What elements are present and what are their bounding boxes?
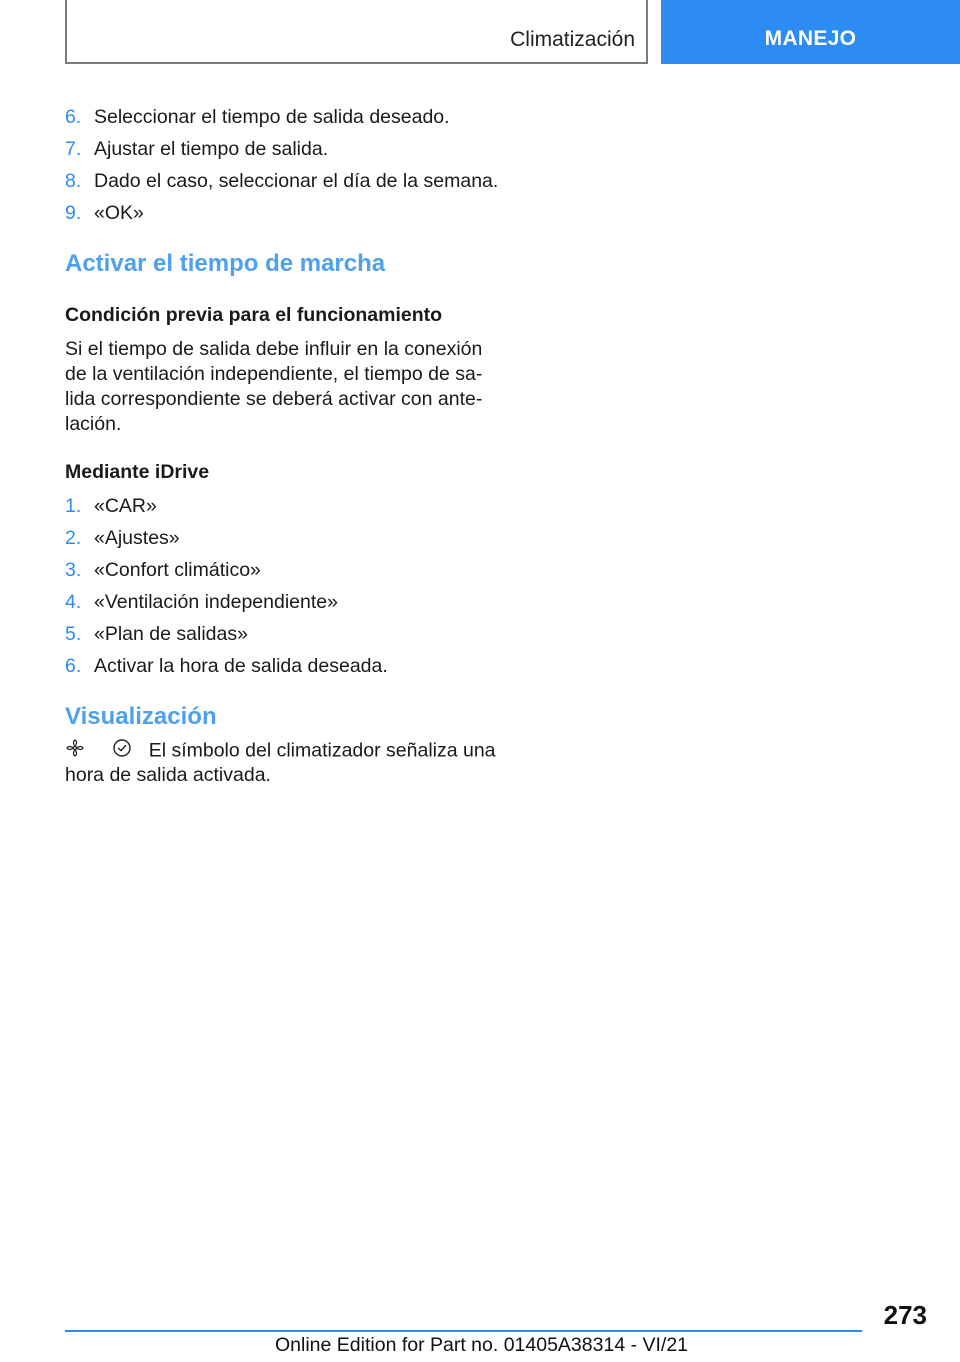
page-number: 273 — [883, 1300, 927, 1330]
step-number: 5. — [65, 623, 82, 645]
list-item — [65, 558, 261, 582]
step-number: 6. — [65, 106, 82, 128]
visual-text-1: El símbolo del climatizador señaliza una — [148, 739, 496, 762]
list-item — [65, 105, 450, 129]
footer-divider — [65, 1330, 862, 1332]
step-number: 9. — [65, 202, 82, 224]
header-section-title: Climatización — [510, 28, 635, 51]
step-text: Ajustar el tiempo de salida. — [94, 138, 329, 160]
clock-check-icon — [112, 738, 132, 765]
subheading-condicion: Condición previa para el funcionamiento — [65, 304, 443, 326]
step-text: Dado el caso, seleccionar el día de la semana. — [94, 170, 499, 192]
paragraph-line: Si el tiempo de salida debe influir en la conexión — [65, 338, 483, 360]
list-item — [65, 494, 157, 518]
step-number: 6. — [65, 655, 82, 677]
fan-icon — [65, 738, 85, 765]
header-chapter-tab[interactable] — [661, 0, 960, 64]
step-text: Activar la hora de salida deseada. — [94, 655, 388, 677]
step-text: «Ajustes» — [94, 527, 180, 549]
heading-activar: Activar el tiempo de marcha — [65, 250, 386, 277]
footer-edition: Online Edition for Part no. 01405A38314 - VI/21 — [275, 1334, 689, 1356]
heading-visualizacion: Visualización — [65, 703, 217, 730]
list-item — [65, 169, 498, 193]
paragraph-line: de la ventilación independiente, el tiempo de sa‐ — [65, 363, 483, 385]
step-text: «Ventilación independiente» — [94, 591, 338, 613]
step-text: «CAR» — [94, 495, 157, 517]
step-number: 4. — [65, 591, 82, 613]
step-text: «Confort climático» — [94, 559, 261, 581]
step-number: 8. — [65, 170, 82, 192]
step-number: 7. — [65, 138, 82, 160]
list-item — [65, 201, 144, 225]
step-number: 1. — [65, 495, 82, 517]
step-text: Seleccionar el tiempo de salida deseado. — [94, 106, 450, 128]
step-text: «OK» — [94, 202, 144, 224]
list-item — [65, 654, 388, 678]
visual-line-1 — [65, 738, 496, 765]
list-item — [65, 622, 248, 646]
list-item — [65, 590, 338, 614]
paragraph-line: lida correspondiente se deberá activar con ante‐ — [65, 388, 483, 410]
subheading-idrive: Mediante iDrive — [65, 461, 210, 483]
header-chapter-label: MANEJO — [764, 27, 857, 50]
visual-line-2: hora de salida activada. — [65, 764, 271, 786]
step-number: 2. — [65, 527, 82, 549]
paragraph-line: lación. — [65, 413, 122, 435]
list-item — [65, 526, 180, 550]
step-text: «Plan de salidas» — [94, 623, 248, 645]
step-number: 3. — [65, 559, 82, 581]
list-item — [65, 137, 328, 161]
